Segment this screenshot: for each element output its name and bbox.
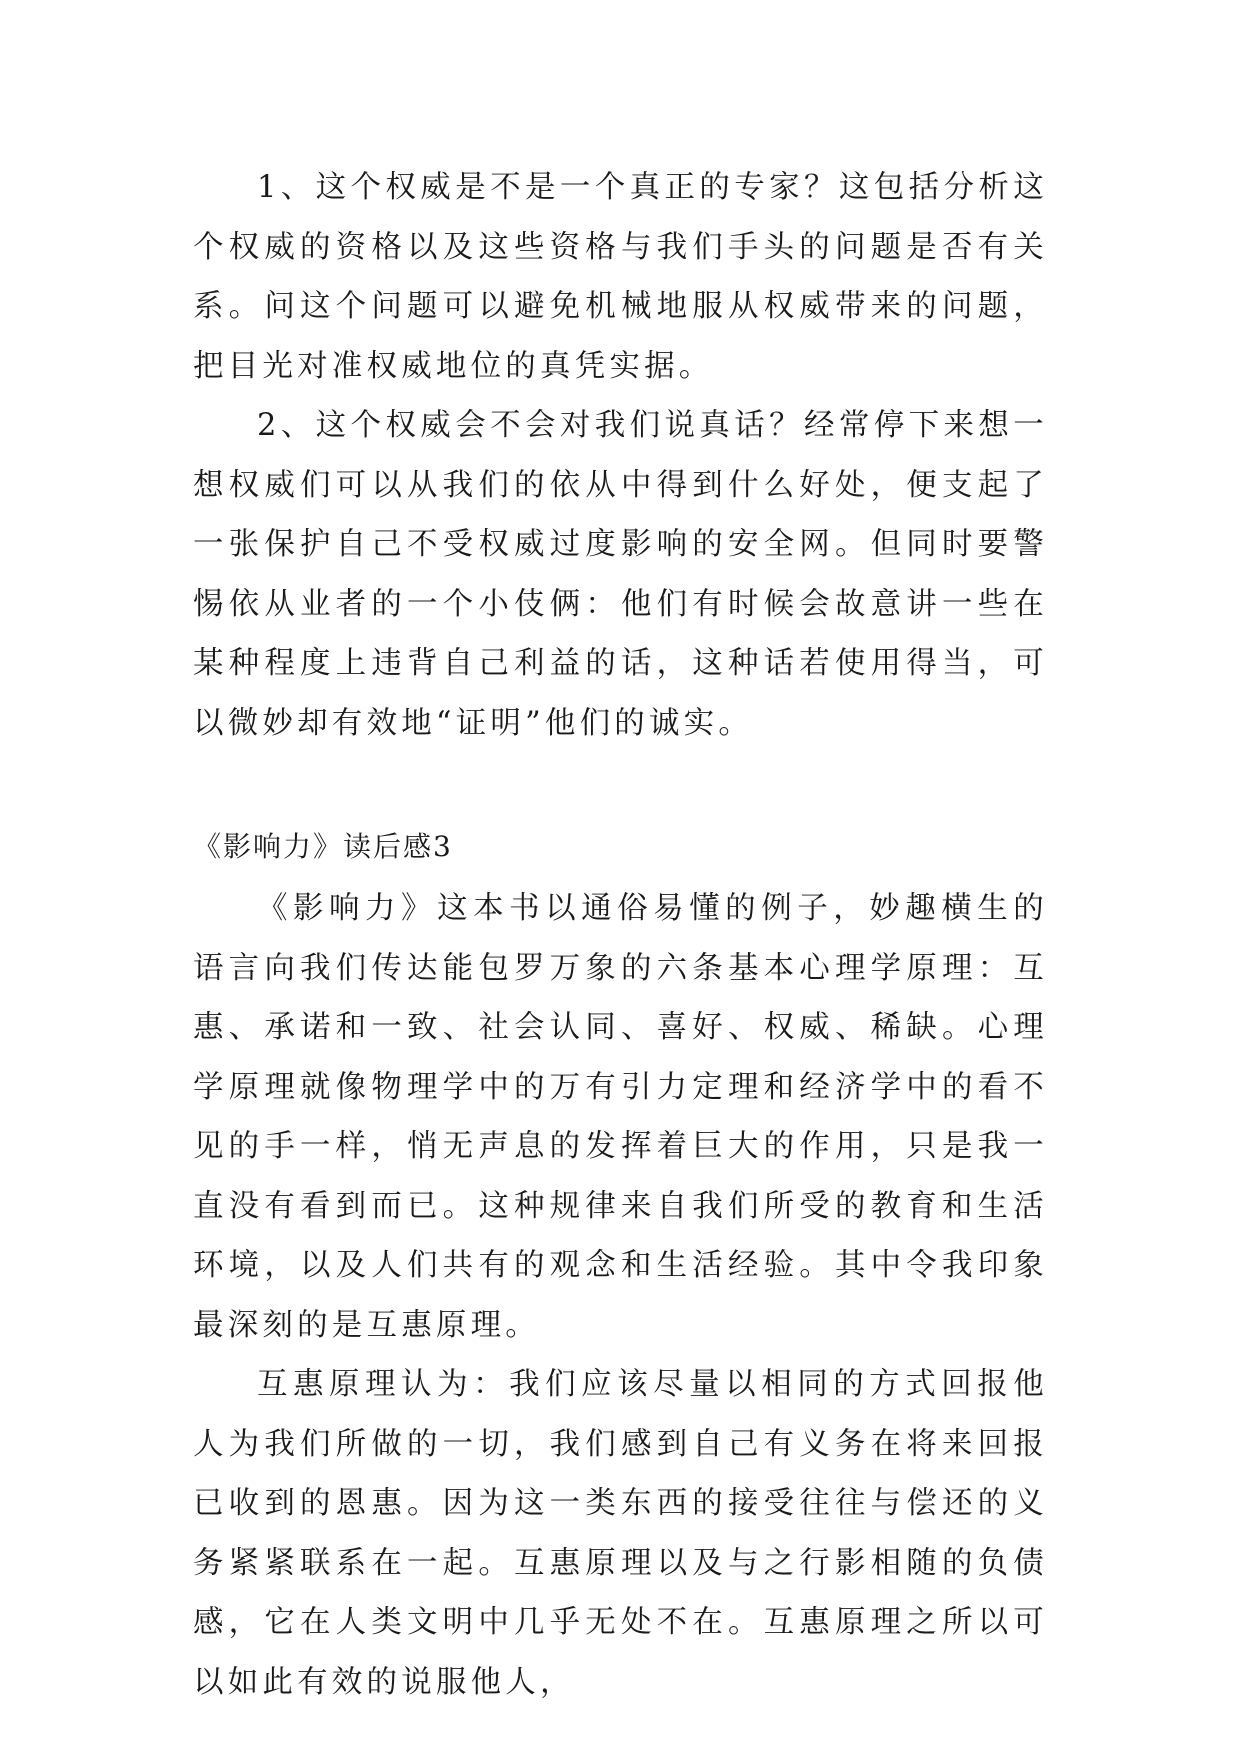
section-heading: 《影响力》读后感3 bbox=[193, 830, 453, 863]
paragraph-honesty-question: 2、这个权威会不会对我们说真话？经常停下来想一想权威们可以从我们的依从中得到什么好处，便支起了一张保护自己不受权威过度影响的安全网。但同时要警惕依从业者的一个小伎俩：他们有时候会故意讲一些在某种程度上违背自己利益的话，这种话若使用得当，可以微妙却有效地“证明”他们的诚实。 bbox=[193, 408, 1048, 741]
paragraph-reciprocity: 互惠原理认为：我们应该尽量以相同的方式回报他人为我们所做的一切，我们感到自己有义务在将来回报已收到的恩惠。因为这一类东西的接受往往与偿还的义务紧紧联系在一起。互惠原理以及与之行影相随的负债感，它在人类文明中几乎无处不在。互惠原理之所以可以如此有效的说服他人， bbox=[193, 1367, 1048, 1700]
paragraph-book-overview: 《影响力》这本书以通俗易懂的例子，妙趣横生的语言向我们传达能包罗万象的六条基本心理学原理：互惠、承诺和一致、社会认同、喜好、权威、稀缺。心理学原理就像物理学中的万有引力定理和经济学中的看不见的手一样，悄无声息的发挥着巨大的作用，只是我一直没有看到而已。这种规律来自我们所受的教育和生活环境，以及人们共有的观念和生活经验。其中令我印象最深刻的是互惠原理。 bbox=[193, 891, 1048, 1343]
document-body bbox=[193, 158, 1048, 1712]
paragraph-expert-question: 1、这个权威是不是一个真正的专家？这包括分析这个权威的资格以及这些资格与我们手头的问题是否有关系。问这个问题可以避免机械地服从权威带来的问题，把目光对准权威地位的真凭实据。 bbox=[193, 170, 1048, 384]
